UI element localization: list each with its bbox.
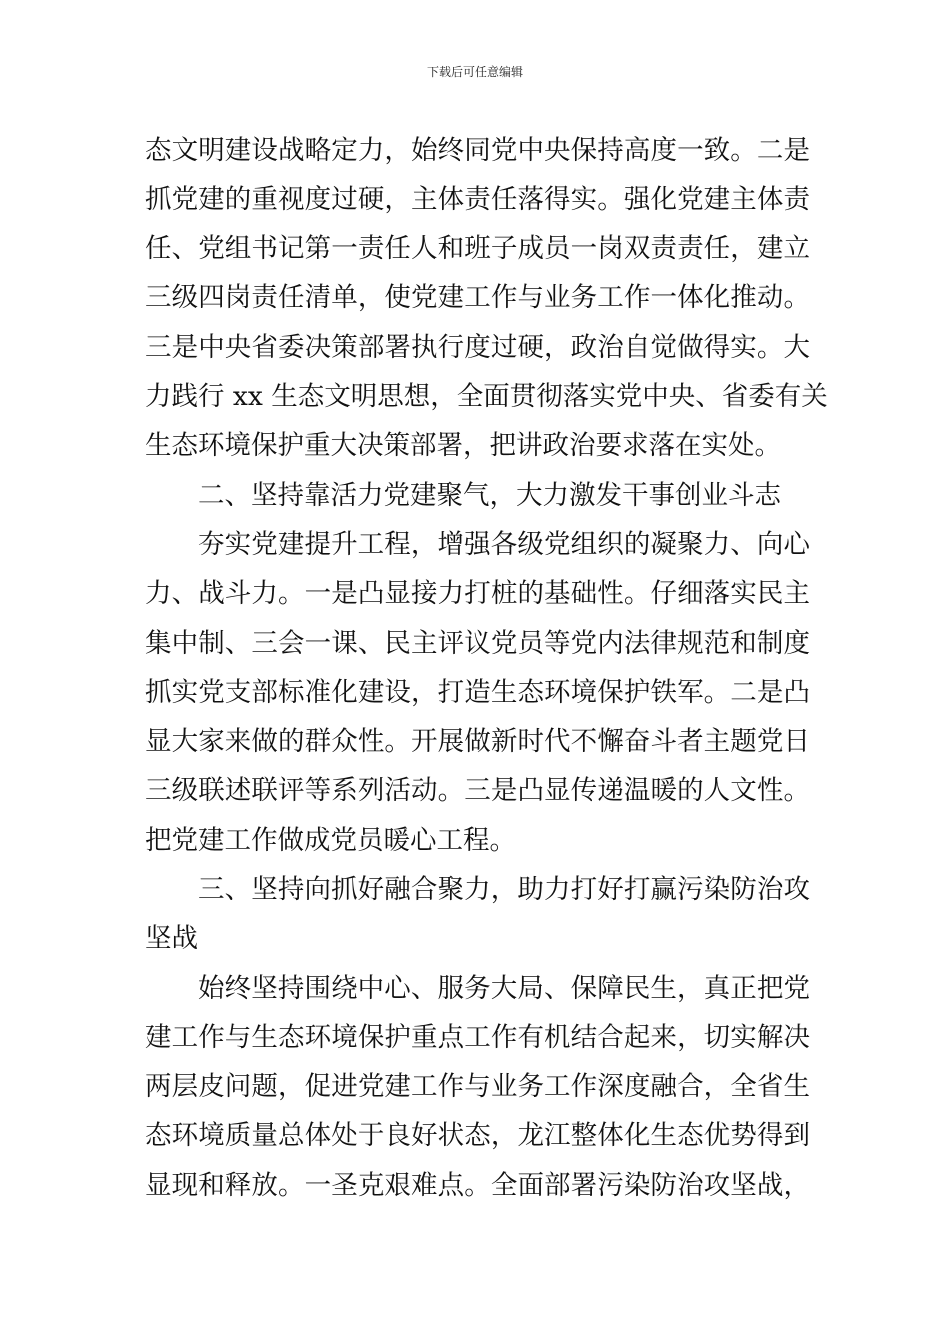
text-line: 三是中央省委决策部署执行度过硬，政治自觉做得实。大 xyxy=(145,332,810,363)
text-line: 任、党组书记第一责任人和班子成员一岗双责责任，建立 xyxy=(145,233,810,264)
text-line: 态文明建设战略定力，始终同党中央保持高度一致。二是 xyxy=(145,135,810,166)
text-line: 显现和释放。一圣克艰难点。全面部署污染防治攻坚战， xyxy=(145,1170,810,1201)
section-heading: 坚战 xyxy=(145,923,198,954)
page-header: 下载后可任意编辑 xyxy=(426,65,523,79)
text-line: 三级四岗责任清单，使党建工作与业务工作一体化推动。 xyxy=(145,282,810,313)
text-line: 生态环境保护重大决策部署，把讲政治要求落在实处。 xyxy=(145,430,781,461)
text-line: 始终坚持围绕中心、服务大局、保障民生，真正把党 xyxy=(198,973,810,1004)
text-line: 把党建工作做成党员暖心工程。 xyxy=(145,825,516,856)
text-line: 抓实党支部标准化建设，打造生态环境保护铁军。二是凸 xyxy=(145,677,810,708)
text-line: 力践行 xx 生态文明思想，全面贯彻落实党中央、省委有关 xyxy=(145,381,828,412)
text-line: 集中制、三会一课、民主评议党员等党内法律规范和制度 xyxy=(145,628,810,659)
section-heading: 三、坚持向抓好融合聚力，助力打好打赢污染防治攻 xyxy=(198,874,810,905)
text-line: 两层皮问题，促进党建工作与业务工作深度融合，全省生 xyxy=(145,1071,810,1102)
text-line: 三级联述联评等系列活动。三是凸显传递温暖的人文性。 xyxy=(145,775,810,806)
text-line: 力、战斗力。一是凸显接力打桩的基础性。仔细落实民主 xyxy=(145,578,810,609)
text-line: 显大家来做的群众性。开展做新时代不懈奋斗者主题党日 xyxy=(145,726,810,757)
text-line: 态环境质量总体处于良好状态，龙江整体化生态优势得到 xyxy=(145,1120,810,1151)
text-line: 抓党建的重视度过硬，主体责任落得实。强化党建主体责 xyxy=(145,184,810,215)
text-line: 建工作与生态环境保护重点工作有机结合起来，切实解决 xyxy=(145,1022,810,1053)
text-line: 夯实党建提升工程，增强各级党组织的凝聚力、向心 xyxy=(198,529,810,560)
section-heading: 二、坚持靠活力党建聚气，大力激发干事创业斗志 xyxy=(198,480,781,511)
